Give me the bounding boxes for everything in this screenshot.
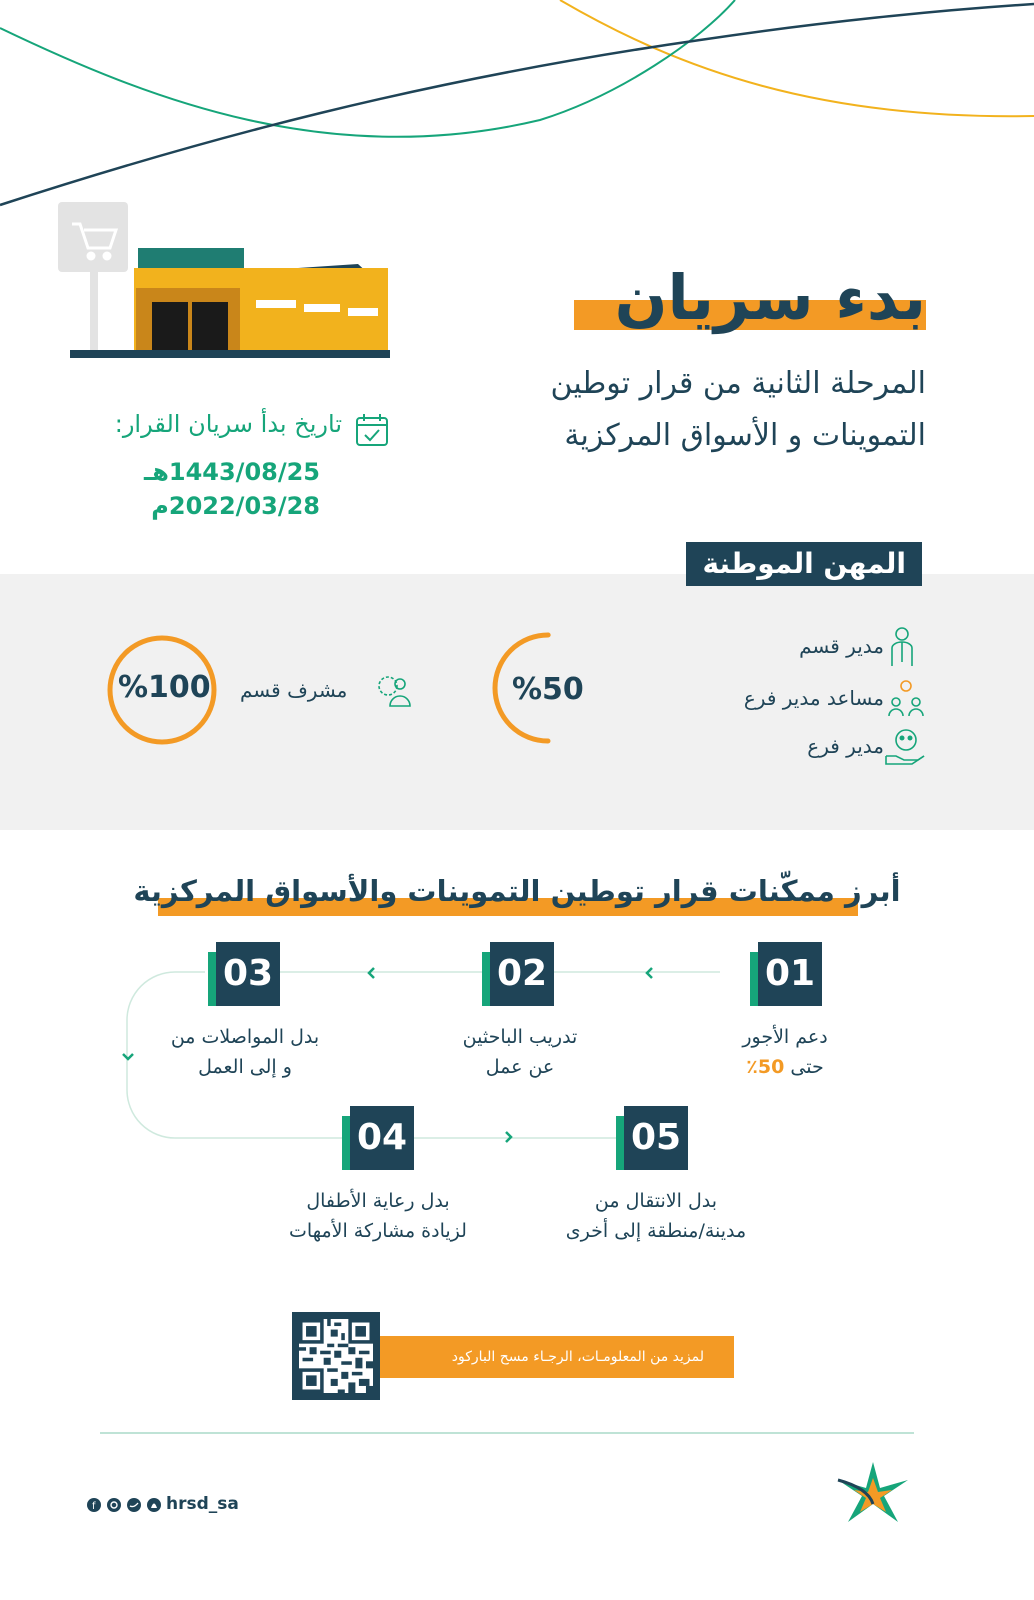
job-item-branch-manager (624, 734, 884, 768)
job-label: مساعد مدير فرع (743, 686, 884, 710)
qr-banner (360, 1336, 734, 1378)
team-idea-icon (886, 678, 926, 720)
supermarket-illustration (58, 202, 398, 364)
percent-100-label: %100 (118, 670, 211, 705)
gear-person-icon (374, 670, 414, 710)
date-hijri: 1443/08/25هـ (144, 458, 320, 486)
instagram-icon (107, 1498, 121, 1512)
chevron-down-icon (123, 1054, 133, 1059)
chevron-right-icon (506, 1132, 511, 1142)
page-title: بدء سريان (614, 261, 926, 334)
job-item-section-supervisor: مشرف قسم (240, 678, 348, 702)
job-item-department-manager (624, 634, 884, 668)
calendar-icon (354, 412, 390, 448)
step-text-02: تدريب الباحثين عن عمل (462, 1026, 578, 1078)
hand-people-icon (884, 726, 926, 768)
date-gregorian: 2022/03/28م (151, 492, 320, 520)
job-label: مدير فرع (807, 734, 884, 758)
step-text-01: دعم الأجور حتى 50٪ (742, 1026, 828, 1078)
page-subtitle (476, 358, 926, 462)
footer-divider (100, 1432, 914, 1434)
twitter-icon (127, 1498, 141, 1512)
title-block (556, 262, 926, 342)
chevron-left-icon (647, 968, 652, 978)
qr-code[interactable] (292, 1312, 380, 1400)
percent-50-label: %50 (512, 672, 584, 707)
step-badge-05: 05 (616, 1106, 688, 1170)
step-text-05: بدل الانتقال من مدينة/منطقة إلى أخرى (565, 1190, 747, 1242)
jobs-heading: المهن الموطنة (686, 542, 922, 586)
step-badge-03: 03 (208, 942, 280, 1006)
qr-pattern (299, 1319, 373, 1393)
svg-text:f: f (92, 1501, 96, 1512)
date-label: تاريخ بدأ سريان القرار: (114, 410, 342, 438)
subtitle-line-1: المرحلة الثانية من قرار توطين (550, 366, 926, 401)
enablers-title: أبرز ممكّنات قرار توطين التموينات والأسواق المركزية (133, 874, 901, 908)
chevron-left-icon (369, 968, 374, 978)
qr-text: لمزيد من المعلومـات، الرجـاء مسح الباركود (451, 1349, 704, 1365)
social-handle[interactable]: hrsd_sa (166, 1494, 239, 1514)
social-icons (86, 1496, 162, 1518)
step-badge-02: 02 (482, 942, 554, 1006)
job-label: مدير قسم (799, 634, 884, 658)
step-badge-04: 04 (342, 1106, 414, 1170)
manager-icon (884, 626, 920, 670)
step-badge-01: 01 (750, 942, 822, 1006)
decorative-curves (0, 0, 1034, 220)
step-text-03: بدل المواصلات من و إلى العمل (170, 1026, 320, 1078)
job-item-assistant-branch-manager (624, 686, 884, 720)
subtitle-line-2: التموينات و الأسواق المركزية (564, 418, 926, 453)
ministry-logo (828, 1458, 918, 1528)
enablers-title-block (0, 874, 1034, 924)
step-text-04: بدل رعاية الأطفال لزيادة مشاركة الأمهات (289, 1190, 467, 1242)
